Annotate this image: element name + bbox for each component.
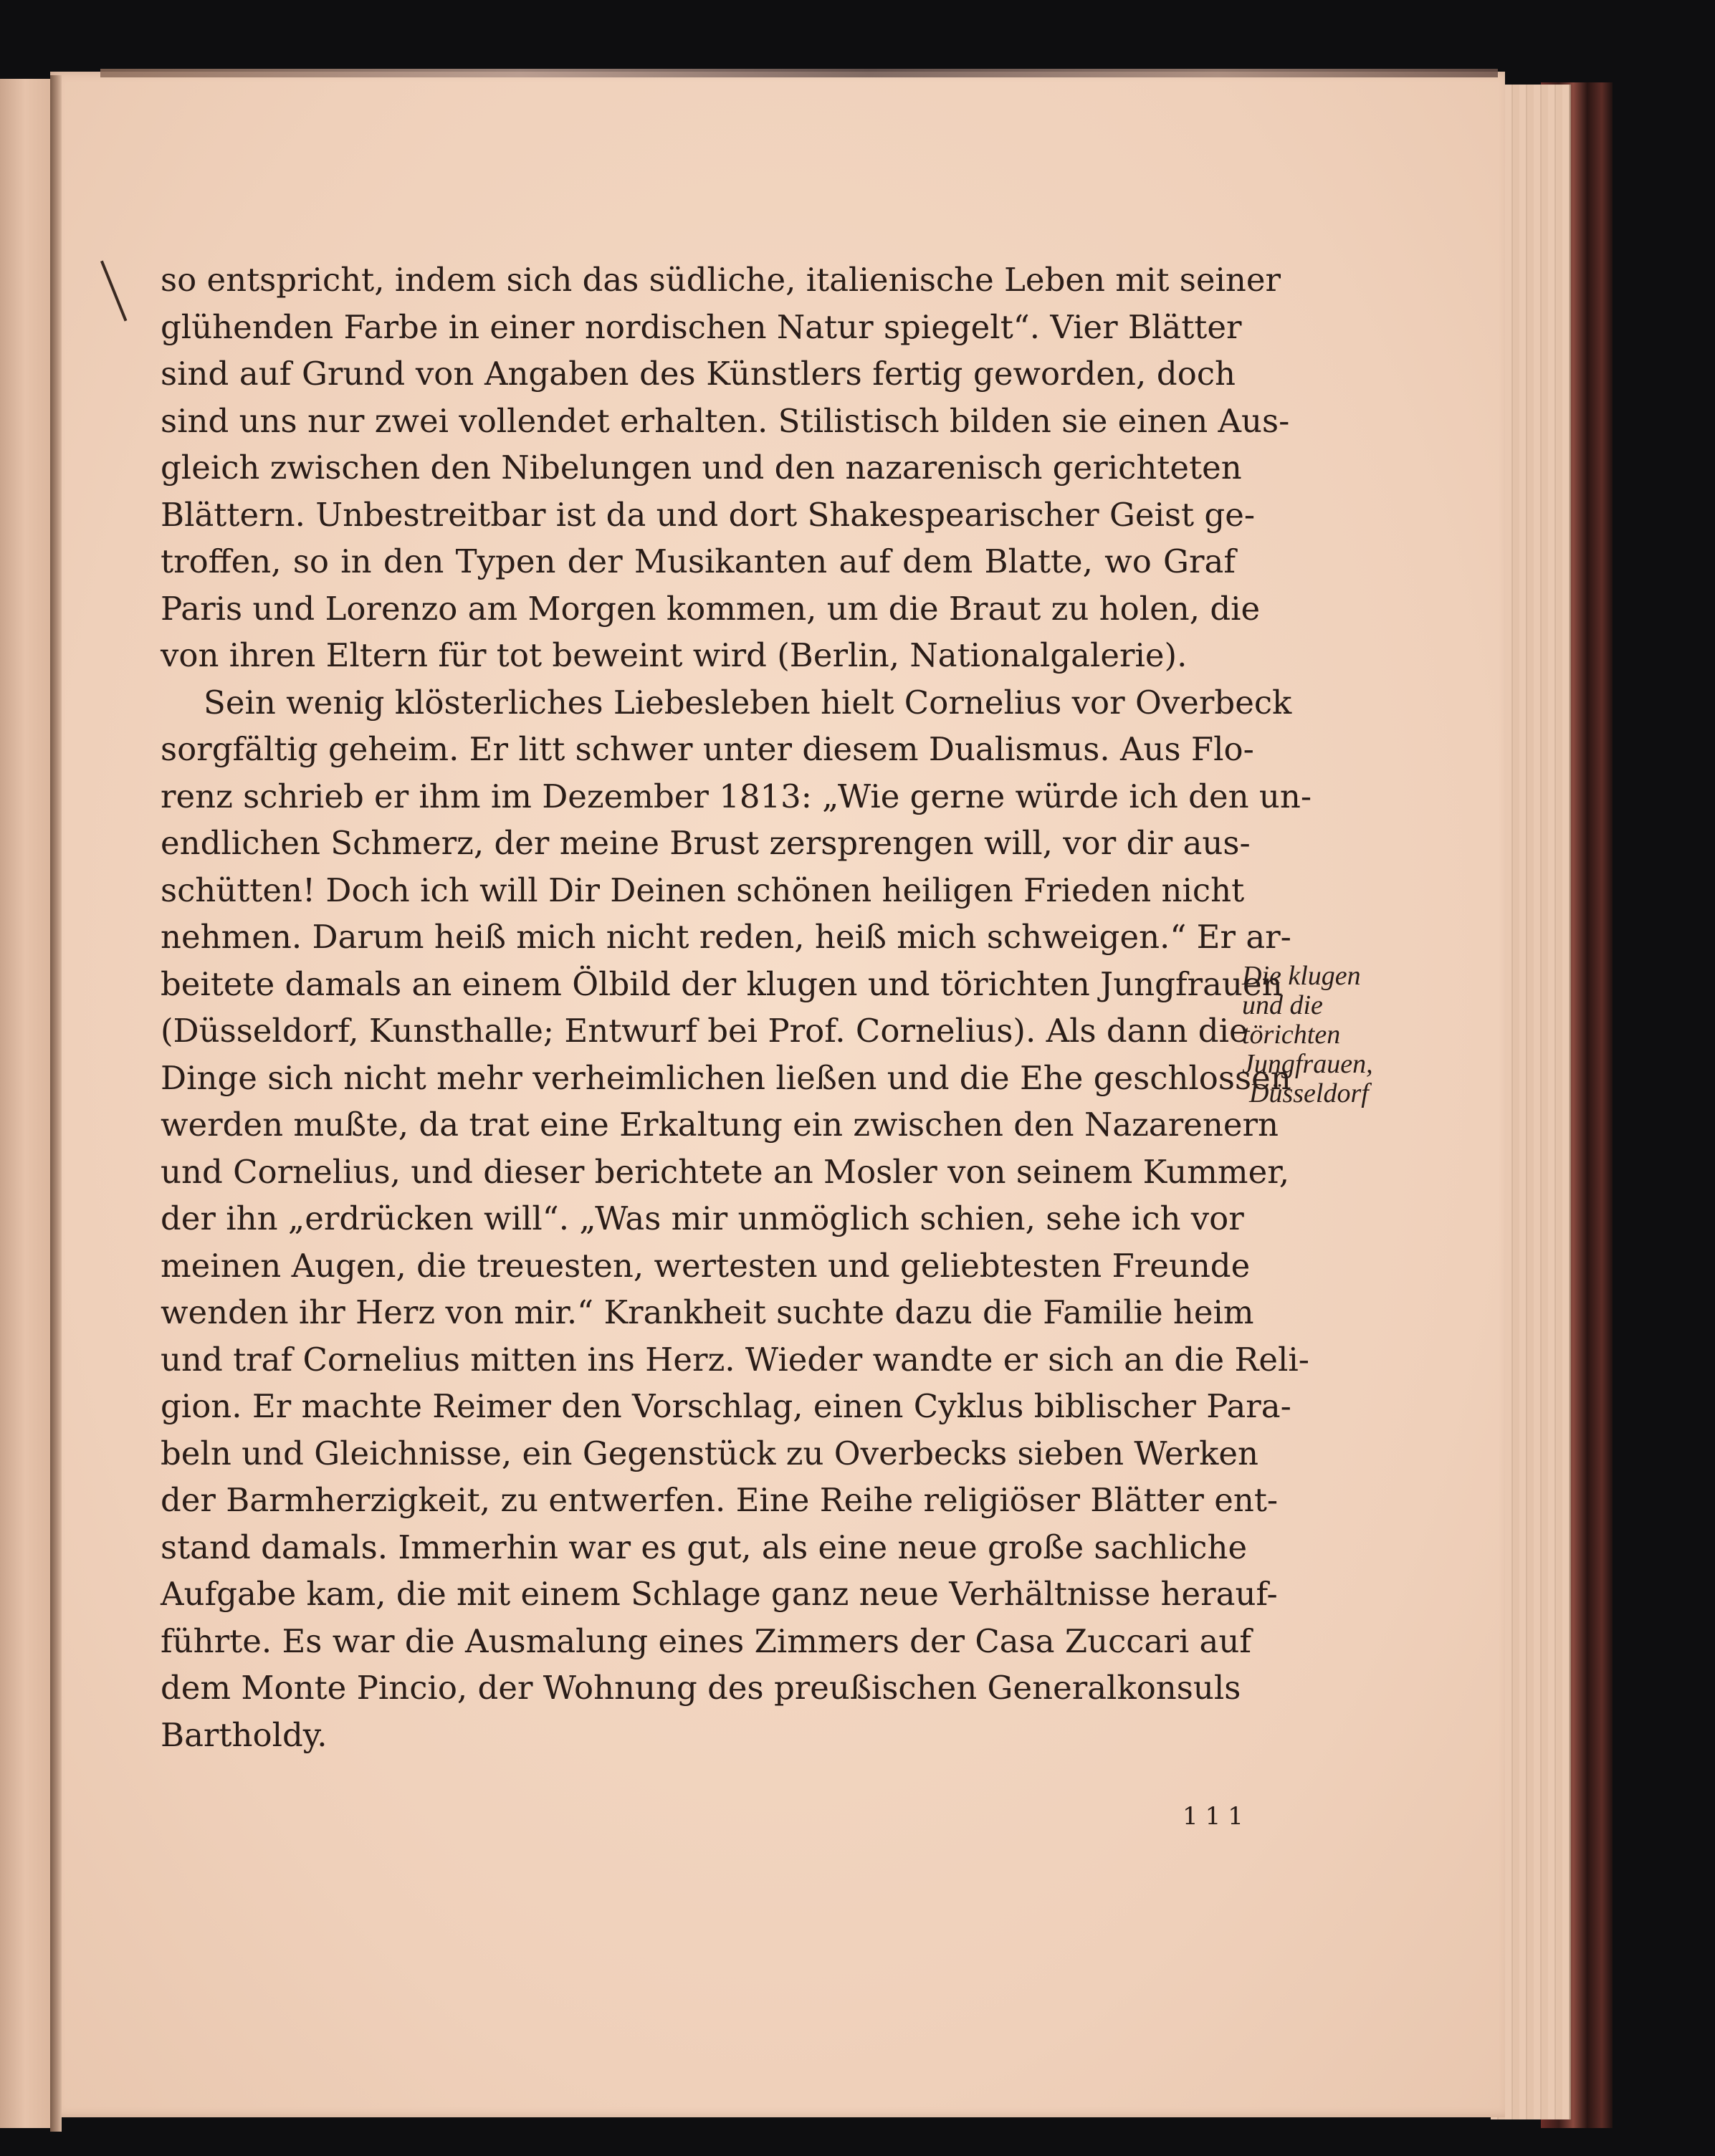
text-line: und traf Cornelius mitten ins Herz. Wieder wandte er sich an die Reli-: [161, 1340, 1309, 1379]
book-spine: [50, 75, 62, 2132]
text-line: führte. Es war die Ausmalung eines Zimmers der Casa Zuccari auf: [161, 1621, 1252, 1660]
text-line: sind auf Grund von Angaben des Künstlers fertig geworden, doch: [161, 355, 1236, 393]
text-line: schütten! Doch ich will Dir Deinen schönen heiligen Frieden nicht: [161, 871, 1245, 909]
text-line: renz schrieb er ihm im Dezember 1813: „Wie gerne würde ich den un-: [161, 777, 1312, 815]
marginal-note-line: und die: [1242, 990, 1323, 1020]
text-line: werden mußte, da trat eine Erkaltung ein zwischen den Nazarenern: [161, 1106, 1279, 1144]
marginal-note-line: Düsseldorf: [1249, 1078, 1369, 1108]
text-line: und Cornelius, und dieser berichtete an Mosler von seinem Kummer,: [161, 1152, 1290, 1191]
text-line: wenden ihr Herz von mir.“ Krankheit suchte dazu die Familie heim: [161, 1293, 1254, 1331]
text-line: glühenden Farbe in einer nordischen Natur spiegelt“. Vier Blätter: [161, 307, 1242, 346]
page-top-edge: [100, 69, 1498, 77]
page-number: 111: [1183, 1802, 1251, 1831]
text-line: nehmen. Darum heiß mich nicht reden, heiß mich schweigen.“ Er ar-: [161, 918, 1291, 956]
text-line: Bartholdy.: [161, 1715, 328, 1754]
marginal-note-line: törichten: [1242, 1020, 1341, 1050]
text-line: dem Monte Pincio, der Wohnung des preußischen Generalkonsuls: [161, 1669, 1241, 1707]
text-line: sorgfältig geheim. Er litt schwer unter diesem Dualismus. Aus Flo-: [161, 730, 1254, 768]
marginal-note-line: Die klugen: [1242, 961, 1361, 991]
text-line: meinen Augen, die treuesten, wertesten und geliebtesten Freunde: [161, 1246, 1251, 1285]
text-line: von ihren Eltern für tot beweint wird (Berlin, Nationalgalerie).: [161, 636, 1188, 674]
text-line: der ihn „erdrücken will“. „Was mir unmöglich schien, sehe ich vor: [161, 1199, 1244, 1237]
marginal-note: [1242, 962, 1400, 1108]
text-line: Paris und Lorenzo am Morgen kommen, um die Braut zu holen, die: [161, 589, 1261, 628]
text-line: beitete damals an einem Ölbild der klugen und törichten Jungfrauen: [161, 964, 1283, 1003]
marginal-note-line: Jungfrauen,: [1242, 1049, 1373, 1079]
text-line: (Düsseldorf, Kunsthalle; Entwurf bei Prof. Cornelius). Als dann die: [161, 1012, 1248, 1050]
text-line: gleich zwischen den Nibelungen und den nazarenisch gerichteten: [161, 449, 1242, 487]
text-line: troffen, so in den Typen der Musikanten auf dem Blatte, wo Graf: [161, 542, 1236, 580]
text-line: Dinge sich nicht mehr verheimlichen ließen und die Ehe geschlossen: [161, 1058, 1291, 1097]
text-line: sind uns nur zwei vollendet erhalten. Stilistisch bilden sie einen Aus-: [161, 401, 1290, 440]
text-line: Blättern. Unbestreitbar ist da und dort Shakespearischer Geist ge-: [161, 495, 1256, 534]
text-line: beln und Gleichnisse, ein Gegenstück zu Overbecks sieben Werken: [161, 1434, 1258, 1472]
left-page-edge: [0, 79, 56, 2128]
text-line: so entspricht, indem sich das südliche, italienische Leben mit seiner: [161, 261, 1281, 299]
paragraph-start-line: Sein wenig klösterliches Liebesleben hielt Cornelius vor Overbeck: [204, 683, 1292, 722]
text-line: stand damals. Immerhin war es gut, als eine neue große sachliche: [161, 1528, 1248, 1566]
text-line: gion. Er machte Reimer den Vorschlag, einen Cyklus biblischer Para-: [161, 1387, 1291, 1425]
text-line: Aufgabe kam, die mit einem Schlage ganz neue Verhältnisse herauf-: [161, 1575, 1278, 1613]
text-line: der Barmherzigkeit, zu entwerfen. Eine Reihe religiöser Blätter ent-: [161, 1481, 1279, 1519]
text-line: endlichen Schmerz, der meine Brust zersprengen will, vor dir aus-: [161, 824, 1251, 862]
